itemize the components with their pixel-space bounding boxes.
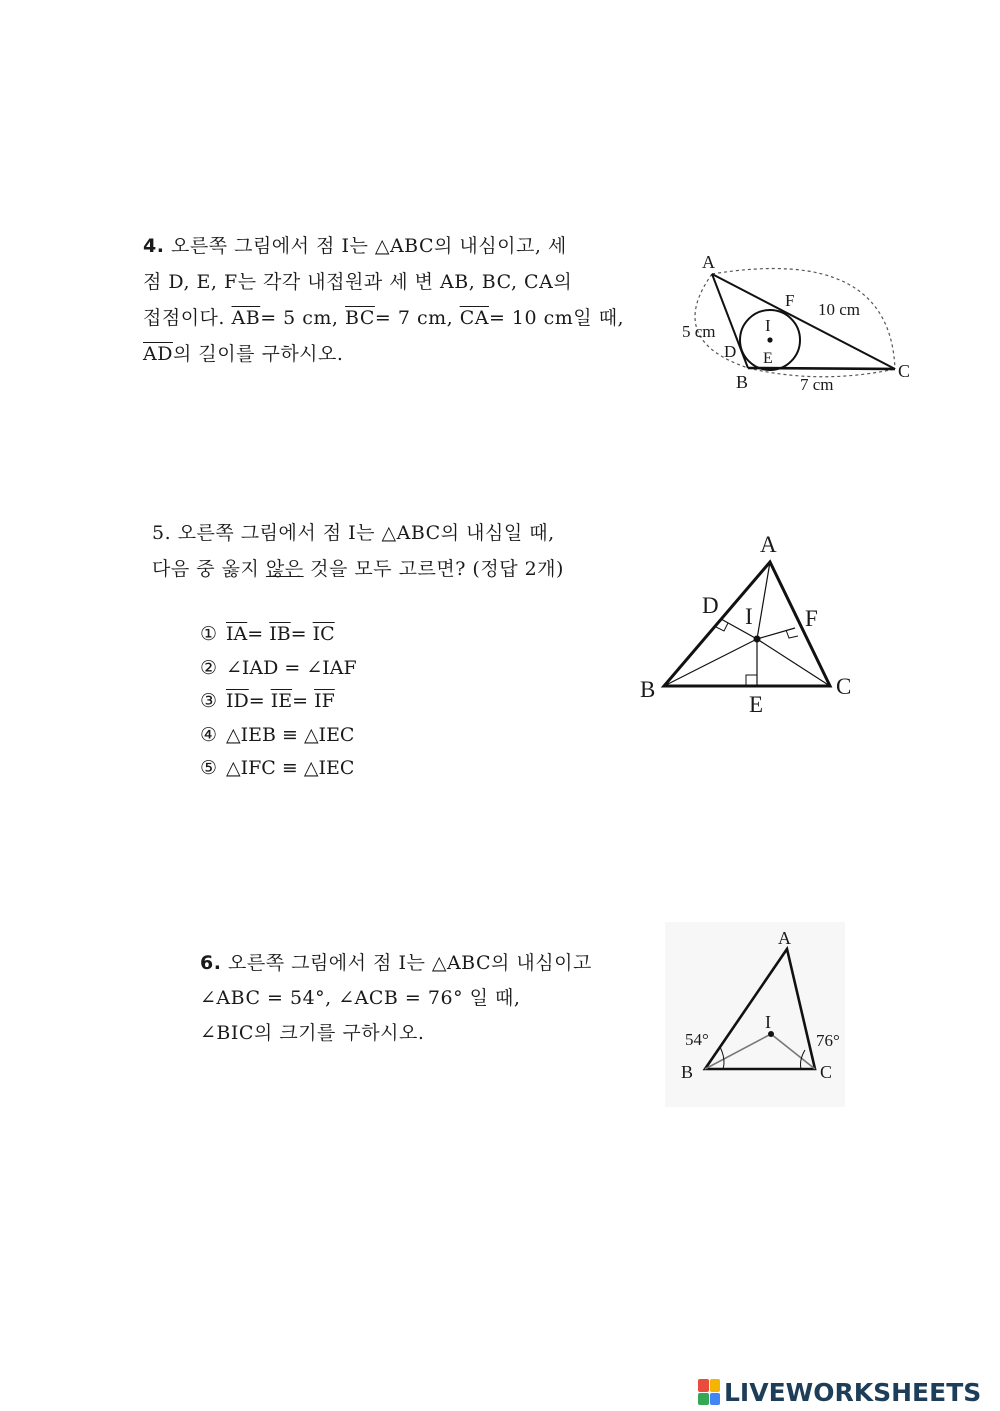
question-6-text [200, 946, 670, 1051]
option-2[interactable]: ② ∠IAD = ∠IAF [200, 656, 357, 679]
q4-label-f: F [785, 291, 795, 310]
q5-incenter-dot [754, 636, 761, 643]
question-4-line-1: 4. 오른쪽 그림에서 점 I는 △ABC의 내심이고, 세 [143, 235, 567, 257]
question-6-line-1: 6. 오른쪽 그림에서 점 I는 △ABC의 내심이고 [200, 952, 592, 974]
question-6-figure [665, 922, 845, 1107]
question-5-line-2: 다음 중 옳지 않은 것을 모두 고르면? (정답 2개) [152, 558, 564, 580]
q5-label-c: C [836, 674, 852, 699]
q5-label-i: I [745, 604, 753, 629]
right-angle-f [786, 630, 798, 638]
question-6-line-2: ∠ABC = 54°, ∠ACB = 76° 일 때, [200, 987, 521, 1009]
q6-label-i: I [765, 1012, 771, 1032]
q4-length-bc: 7 cm [800, 375, 834, 394]
liveworksheets-brand [698, 1376, 981, 1408]
q5-label-d: D [702, 593, 719, 618]
side-bc [748, 368, 895, 369]
option-4[interactable]: ④ △IEB ≡ △IEC [200, 723, 355, 746]
q5-label-a: A [760, 532, 777, 557]
right-angle-e [746, 675, 757, 686]
question-6-line-3: ∠BIC의 크기를 구하시오. [200, 1022, 425, 1044]
q5-label-f: F [805, 606, 818, 631]
q4-label-b: B [736, 372, 749, 392]
question-5-options [200, 618, 357, 786]
question-5-figure [630, 525, 870, 725]
q6-label-a: A [778, 928, 791, 948]
incenter-dot [767, 337, 772, 342]
option-3[interactable]: ③ $\overline{ID}= \overline{IE}= \overline{IF}$ [200, 690, 335, 712]
question-4-figure [670, 245, 925, 405]
q5-label-b: B [640, 677, 656, 702]
question-4-line-4: $\overline{AD}$의 길이를 구하시오. [143, 343, 344, 365]
q6-label-b: B [681, 1062, 694, 1082]
question-5-line-1: 5. 오른쪽 그림에서 점 I는 △ABC의 내심일 때, [152, 522, 555, 544]
q6-angle-b: 54° [685, 1030, 709, 1049]
side-ca [712, 274, 895, 369]
segment-if [757, 628, 795, 639]
q6-angle-c: 76° [816, 1031, 840, 1050]
question-4-line-3: 접점이다. $\overline{AB}= 5$ cm, $\overline{BC}= 7$ cm, $\overline{CA}= 10$ cm일 때, [143, 307, 625, 329]
segment-ib [664, 639, 757, 686]
question-5-text [152, 515, 632, 587]
question-4-text [143, 228, 653, 372]
q4-label-c: C [898, 361, 911, 381]
q5-label-e: E [749, 692, 764, 717]
question-4-number: 4. [143, 235, 165, 257]
option-5[interactable]: ⑤ △IFC ≡ △IEC [200, 757, 355, 779]
q4-length-ab: 5 cm [682, 322, 716, 341]
option-1[interactable]: ① $\overline{IA}= \overline{IB}= \overline{IC}$ [200, 623, 335, 645]
question-6-number: 6. [200, 952, 222, 974]
q6-label-c: C [820, 1062, 833, 1082]
q4-label-a: A [702, 252, 715, 272]
q4-label-e: E [763, 350, 773, 367]
q4-label-d: D [724, 342, 737, 361]
question-5-number: 5. [152, 522, 172, 544]
q4-length-ca: 10 cm [818, 300, 861, 319]
q4-label-i: I [765, 316, 771, 335]
brand-name: LIVEWORKSHEETS [724, 1377, 982, 1407]
question-4-line-2: 점 D, E, F는 각각 내접원과 세 변 AB, BC, CA의 [143, 271, 573, 293]
liveworksheets-logo-icon [698, 1379, 720, 1405]
